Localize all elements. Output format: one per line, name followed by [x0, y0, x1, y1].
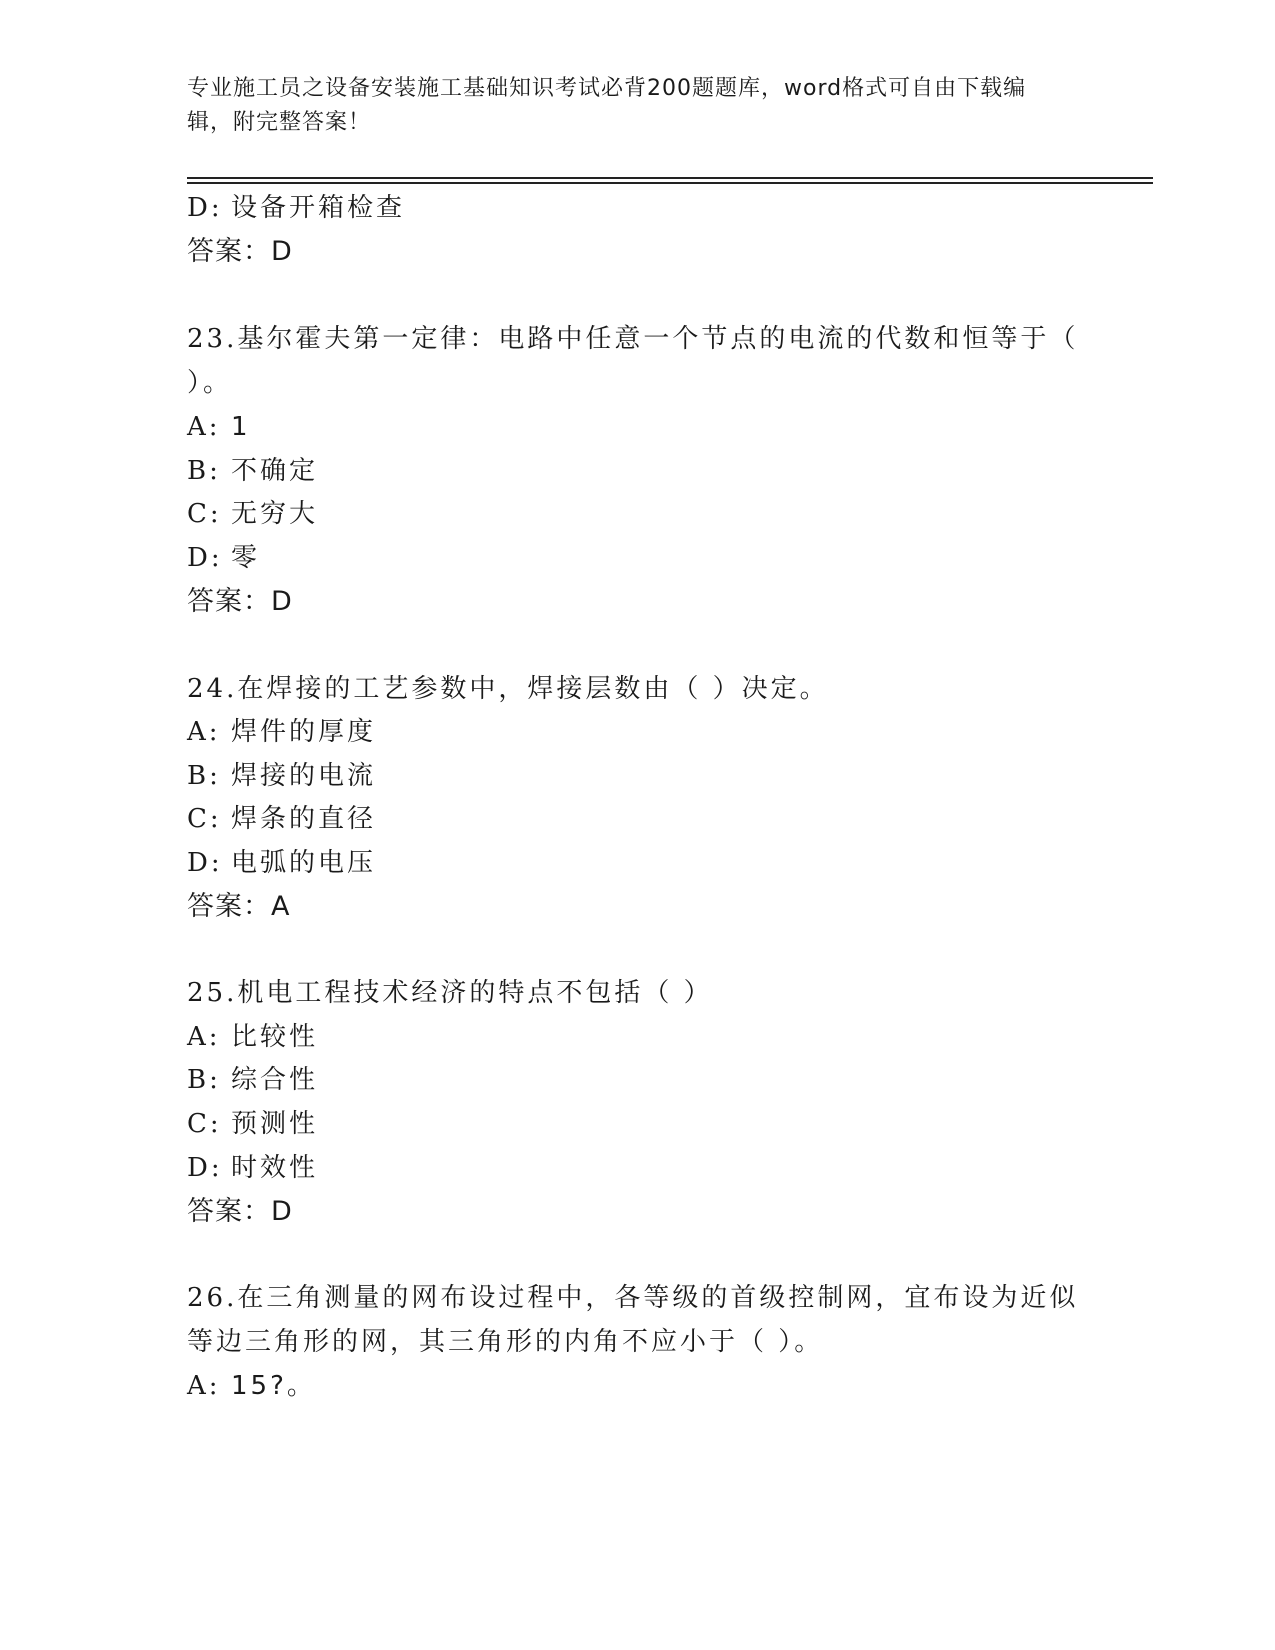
option-key: A:: [187, 412, 221, 442]
option-d: [187, 846, 376, 880]
option-key: D:: [187, 1153, 223, 1183]
option-key: D:: [187, 543, 223, 573]
option-text: 电弧的电压: [231, 848, 377, 878]
option-a: [187, 1020, 318, 1054]
option-text: 设备开箱检查: [231, 193, 406, 223]
option-d: [187, 191, 405, 225]
question-stem: 机电工程技术经济的特点不包括（ ）: [237, 978, 713, 1008]
question-23-text-continued: ）。: [187, 368, 233, 398]
option-key: A:: [187, 1022, 221, 1052]
option-text: 焊件的厚度: [231, 717, 377, 747]
question-24-text: [187, 672, 829, 706]
option-text: 焊接的电流: [231, 761, 377, 791]
option-text: 15?。: [231, 1371, 316, 1401]
question-23-text: [187, 322, 1078, 356]
option-text: 比较性: [231, 1022, 319, 1052]
option-key: D:: [187, 848, 223, 878]
question-stem: 在焊接的工艺参数中，焊接层数由（ ）决定。: [237, 674, 829, 704]
option-d: [187, 1151, 318, 1185]
option-key: D:: [187, 193, 223, 223]
question-26-text: [187, 1281, 1078, 1315]
option-text: 无穷大: [231, 499, 319, 529]
answer-line: 答案：D: [187, 586, 293, 617]
option-key: B:: [187, 456, 221, 486]
option-c: [187, 1107, 318, 1141]
option-key: B:: [187, 1065, 221, 1095]
option-c: [187, 802, 376, 836]
header-divider-top: [187, 177, 1153, 179]
answer-line: 答案：D: [187, 236, 293, 267]
option-key: A:: [187, 717, 221, 747]
option-text: 零: [231, 543, 261, 573]
option-text: 1: [231, 412, 251, 442]
answer-line: 答案：A: [187, 891, 291, 922]
header-divider-bottom: [187, 182, 1153, 184]
option-text: 不确定: [231, 456, 319, 486]
option-b: [187, 759, 376, 793]
option-d: [187, 541, 260, 575]
option-key: C:: [187, 499, 222, 529]
question-number: 23.: [187, 324, 238, 354]
option-a: [187, 410, 251, 444]
option-key: C:: [187, 804, 222, 834]
option-text: 预测性: [231, 1109, 319, 1139]
answer-line: 答案：D: [187, 1196, 293, 1227]
option-c: [187, 497, 318, 531]
document-header-title: 专业施工员之设备安装施工基础知识考试必背200题题库，word格式可自由下载编辑，附完整答案！: [187, 76, 1027, 135]
question-stem: 在三角测量的网布设过程中，各等级的首级控制网，宜布设为近似: [237, 1283, 1079, 1313]
question-number: 24.: [187, 674, 238, 704]
option-b: [187, 454, 318, 488]
option-a: [187, 1369, 316, 1403]
option-key: B:: [187, 761, 221, 791]
option-b: [187, 1063, 318, 1097]
question-number: 25.: [187, 978, 238, 1008]
question-stem: 基尔霍夫第一定律：电路中任意一个节点的电流的代数和恒等于（: [237, 324, 1079, 354]
option-key: A:: [187, 1371, 221, 1401]
question-25-text: [187, 976, 713, 1010]
option-a: [187, 715, 376, 749]
option-text: 时效性: [231, 1153, 319, 1183]
option-key: C:: [187, 1109, 222, 1139]
question-26-text-continued: 等边三角形的网，其三角形的内角不应小于（ ）。: [187, 1327, 824, 1357]
question-number: 26.: [187, 1283, 238, 1313]
option-text: 焊条的直径: [231, 804, 377, 834]
option-text: 综合性: [231, 1065, 319, 1095]
